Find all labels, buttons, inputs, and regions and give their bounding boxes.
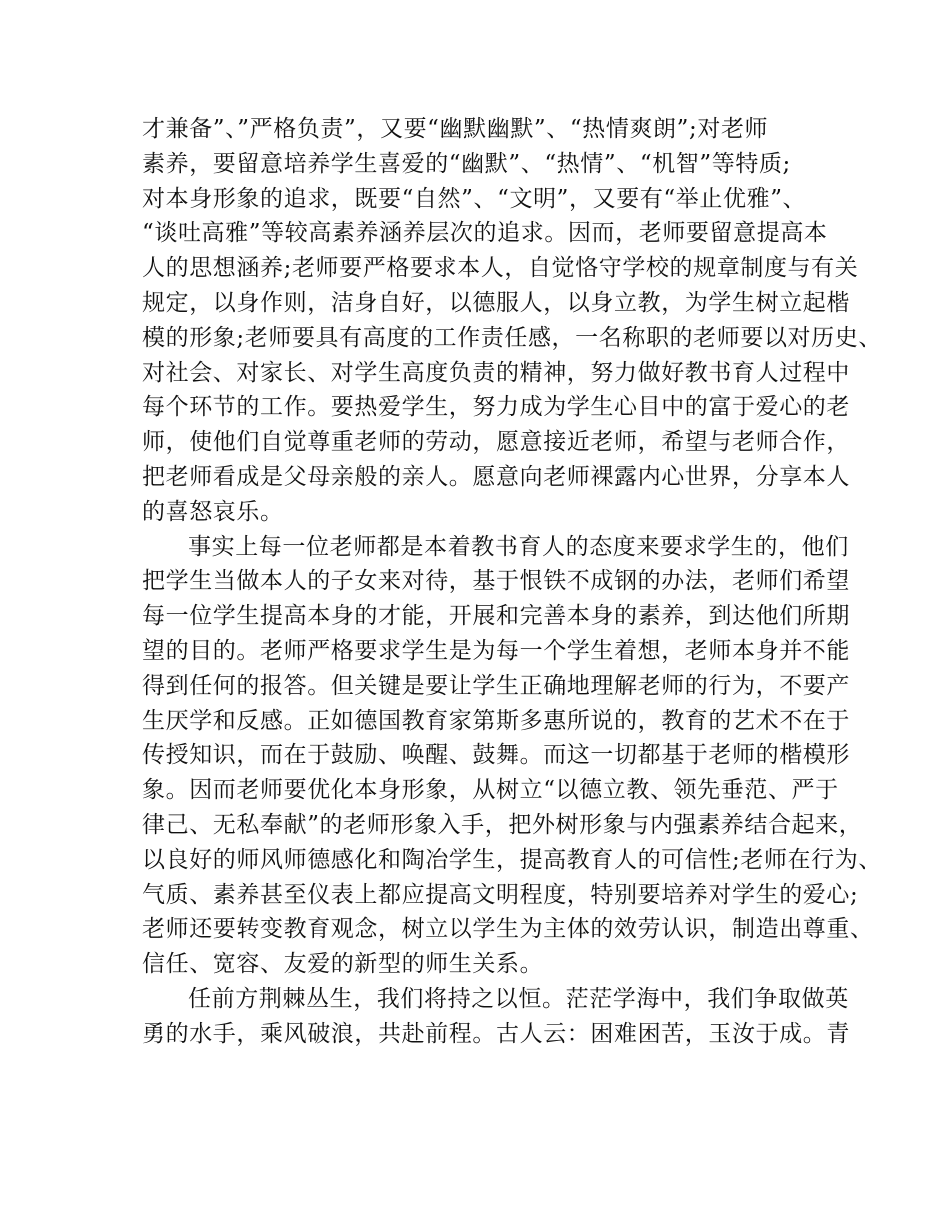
paragraph-start-line: 事实上每一位老师都是本着教书育人的态度来要求学生的，他们	[188, 533, 849, 560]
text-line: 规定，以身作则，洁身自好，以德服人，以身立教，为学生树立起楷	[142, 289, 850, 316]
text-line: 象。因而老师要优化本身形象，从树立“以德立教、领先垂范、严于	[142, 777, 839, 804]
text-line: 望的目的。老师严格要求学生是为每一个学生着想，老师本身并不能	[142, 637, 850, 664]
body-text	[142, 112, 882, 1052]
text-line: 律己、无私奉献”的老师形象入手，把外树形象与内强素养结合起来，	[142, 811, 863, 838]
text-line: 每一位学生提高本身的才能，开展和完善本身的素养，到达他们所期	[142, 603, 850, 630]
text-line: 气质、素养甚至仪表上都应提高文明程度，特别要培养对学生的爱心;	[142, 881, 859, 908]
paragraph-start-line: 任前方荆棘丛生，我们将持之以恒。茫茫学海中，我们争取做英	[188, 985, 849, 1012]
text-line: 对社会、对家长、对学生高度负责的精神，努力做好教书育人过程中	[142, 359, 850, 386]
text-line: 勇的水手，乘风破浪，共赴前程。古人云：困难困苦，玉汝于成。青	[142, 1020, 850, 1047]
text-line: 才兼备”、”严格负责”，又要“幽默幽默”、“热情爽朗”;对老师	[142, 116, 769, 142]
text-line: 模的形象;老师要具有高度的工作责任感，一名称职的老师要以对历史、	[142, 324, 882, 351]
text-line: 的喜怒哀乐。	[142, 498, 284, 525]
text-line: “谈吐高雅”等较高素养涵养层次的追求。因而，老师要留意提高本	[142, 220, 828, 247]
text-line: 每个环节的工作。要热爱学生，努力成为学生心目中的富于爱心的老	[142, 394, 850, 421]
text-line: 老师还要转变教育观念，树立以学生为主体的效劳认识，制造出尊重、	[142, 916, 874, 943]
text-line: 以良好的师风师德感化和陶冶学生，提高教育人的可信性;老师在行为、	[142, 846, 882, 873]
text-line: 把学生当做本人的子女来对待，基于恨铁不成钢的办法，老师们希望	[142, 568, 850, 595]
text-line: 人的思想涵养;老师要严格要求本人，自觉恪守学校的规章制度与有关	[142, 255, 859, 282]
text-line: 把老师看成是父母亲般的亲人。愿意向老师裸露内心世界，分享本人	[142, 463, 850, 490]
text-line: 传授知识，而在于鼓励、唤醒、鼓舞。而这一切都基于老师的楷模形	[142, 742, 850, 769]
text-line: 信任、宽容、友爱的新型的师生关系。	[142, 951, 544, 978]
text-line: 得到任何的报答。但关键是要让学生正确地理解老师的行为，不要产	[142, 672, 850, 699]
text-line: 对本身形象的追求，既要“自然”、“文明”，又要有“举止优雅”、	[142, 185, 807, 212]
text-line: 素养，要留意培养学生喜爱的“幽默”、“热情”、“机智”等特质;	[142, 150, 791, 177]
text-line: 生厌学和反感。正如德国教育家第斯多惠所说的，教育的艺术不在于	[142, 707, 850, 734]
text-line: 师，使他们自觉尊重老师的劳动，愿意接近老师，希望与老师合作，	[142, 429, 850, 456]
